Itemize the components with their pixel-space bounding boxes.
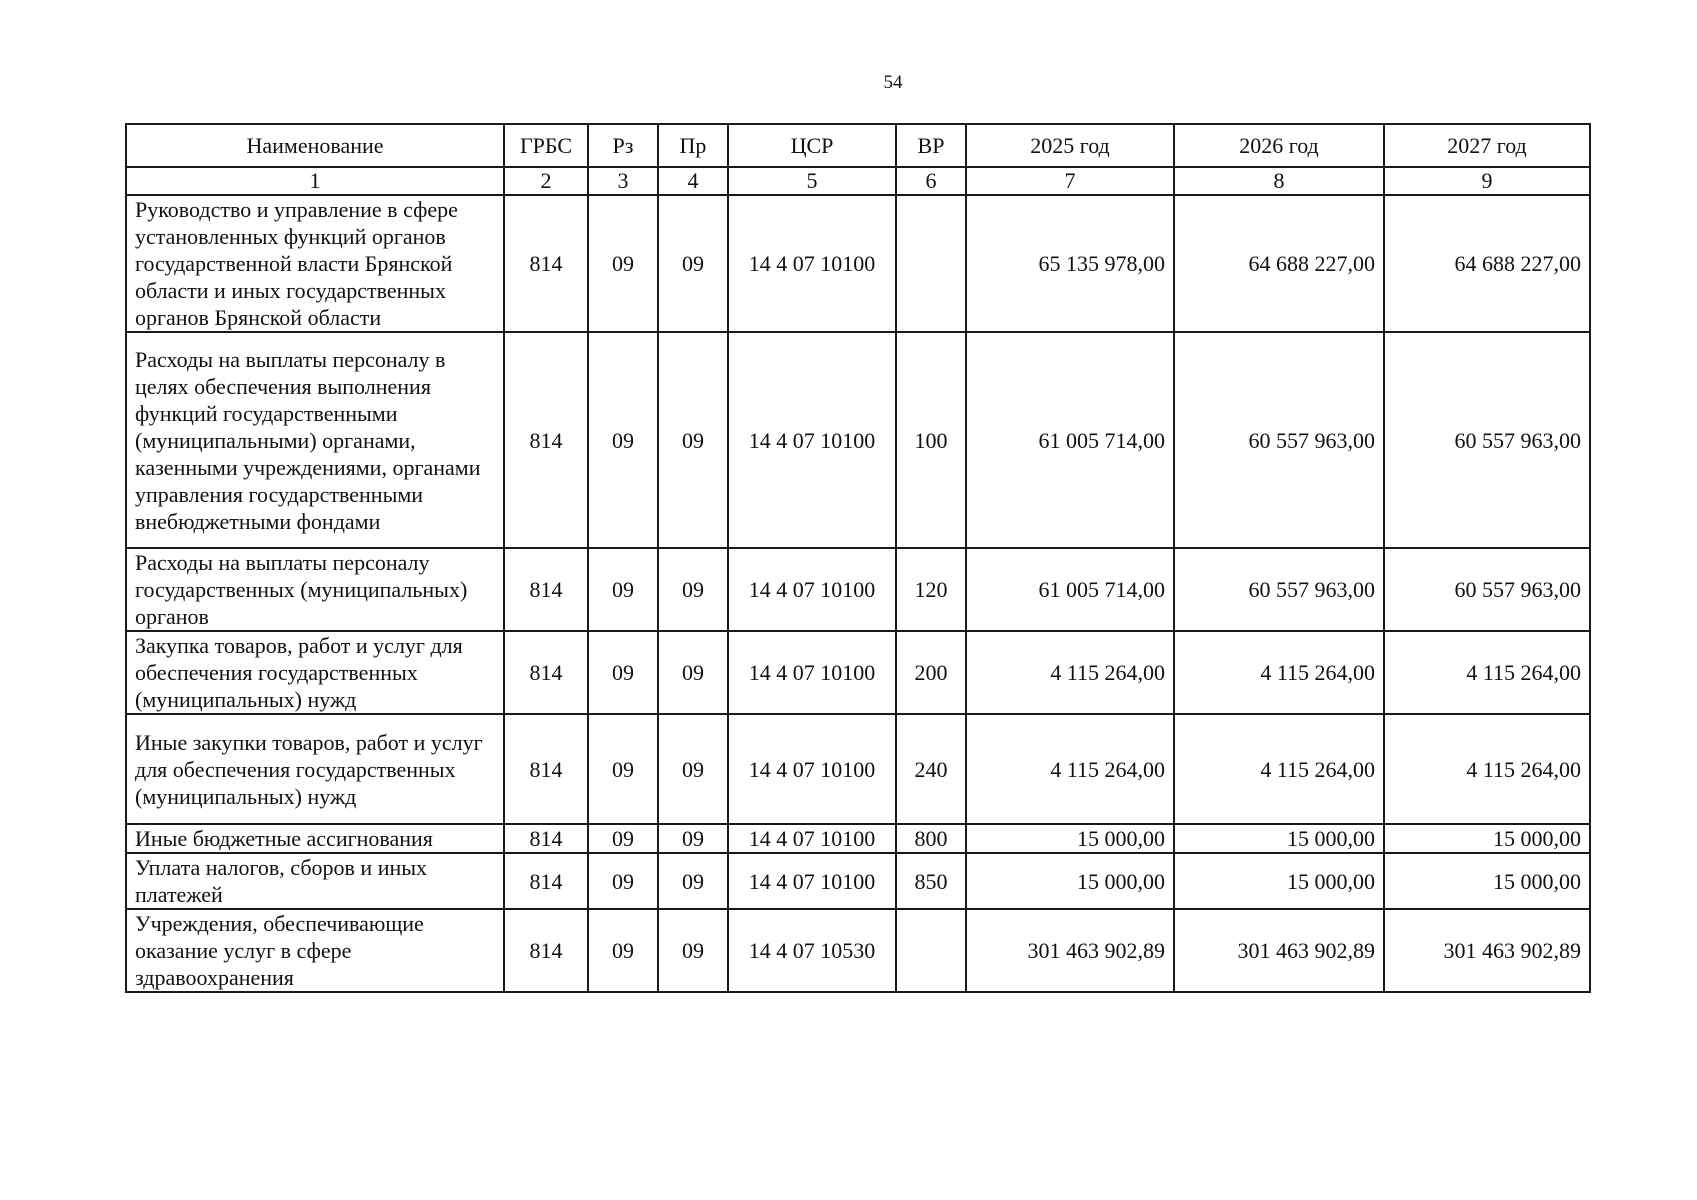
row-amount-2027: 60 557 963,00 — [1384, 332, 1590, 548]
row-amount-2025: 301 463 902,89 — [966, 909, 1174, 992]
row-pr: 09 — [658, 332, 728, 548]
row-pr: 09 — [658, 548, 728, 631]
row-name: Уплата налогов, сборов и иных платежей — [126, 853, 504, 909]
table-row — [126, 824, 1590, 853]
row-grbs: 814 — [504, 824, 588, 853]
row-amount-2026: 301 463 902,89 — [1174, 909, 1384, 992]
row-rz: 09 — [588, 631, 658, 714]
header-row — [126, 124, 1590, 167]
row-grbs: 814 — [504, 631, 588, 714]
row-amount-2027: 64 688 227,00 — [1384, 195, 1590, 332]
header-rz: Рз — [588, 124, 658, 167]
row-pr: 09 — [658, 853, 728, 909]
row-csr: 14 4 07 10100 — [728, 824, 896, 853]
row-rz: 09 — [588, 714, 658, 824]
row-rz: 09 — [588, 909, 658, 992]
header-2026: 2026 год — [1174, 124, 1384, 167]
row-vr: 200 — [896, 631, 966, 714]
column-number: 2 — [504, 167, 588, 195]
row-amount-2026: 4 115 264,00 — [1174, 631, 1384, 714]
row-amount-2025: 61 005 714,00 — [966, 548, 1174, 631]
row-amount-2027: 4 115 264,00 — [1384, 631, 1590, 714]
column-number: 7 — [966, 167, 1174, 195]
row-amount-2026: 4 115 264,00 — [1174, 714, 1384, 824]
header-2027: 2027 год — [1384, 124, 1590, 167]
row-grbs: 814 — [504, 909, 588, 992]
table-row — [126, 631, 1590, 714]
row-grbs: 814 — [504, 195, 588, 332]
row-name: Расходы на выплаты персоналу государственных (муниципальных) органов — [126, 548, 504, 631]
header-csr: ЦСР — [728, 124, 896, 167]
row-pr: 09 — [658, 909, 728, 992]
row-csr: 14 4 07 10100 — [728, 332, 896, 548]
row-grbs: 814 — [504, 853, 588, 909]
row-amount-2025: 15 000,00 — [966, 853, 1174, 909]
row-vr — [896, 909, 966, 992]
row-vr — [896, 195, 966, 332]
table-row — [126, 332, 1590, 548]
row-csr: 14 4 07 10100 — [728, 195, 896, 332]
row-amount-2026: 64 688 227,00 — [1174, 195, 1384, 332]
row-csr: 14 4 07 10100 — [728, 853, 896, 909]
row-rz: 09 — [588, 548, 658, 631]
row-vr: 120 — [896, 548, 966, 631]
row-amount-2025: 15 000,00 — [966, 824, 1174, 853]
row-vr: 240 — [896, 714, 966, 824]
row-amount-2027: 15 000,00 — [1384, 824, 1590, 853]
row-amount-2025: 4 115 264,00 — [966, 631, 1174, 714]
row-rz: 09 — [588, 332, 658, 548]
row-vr: 850 — [896, 853, 966, 909]
table-row — [126, 548, 1590, 631]
row-name: Руководство и управление в сфере установленных функций органов государственной власти Брянской области и иных государственных органов Брянской области — [126, 195, 504, 332]
row-pr: 09 — [658, 714, 728, 824]
row-name: Иные закупки товаров, работ и услуг для обеспечения государственных (муниципальных) нужд — [126, 714, 504, 824]
header-2025: 2025 год — [966, 124, 1174, 167]
row-grbs: 814 — [504, 714, 588, 824]
column-number-row — [126, 167, 1590, 195]
row-amount-2027: 4 115 264,00 — [1384, 714, 1590, 824]
row-name: Иные бюджетные ассигнования — [126, 824, 504, 853]
column-number: 8 — [1174, 167, 1384, 195]
table-row — [126, 714, 1590, 824]
row-csr: 14 4 07 10100 — [728, 714, 896, 824]
row-amount-2025: 65 135 978,00 — [966, 195, 1174, 332]
row-rz: 09 — [588, 824, 658, 853]
header-pr: Пр — [658, 124, 728, 167]
row-amount-2027: 15 000,00 — [1384, 853, 1590, 909]
row-name: Учреждения, обеспечивающие оказание услуг в сфере здравоохранения — [126, 909, 504, 992]
row-csr: 14 4 07 10530 — [728, 909, 896, 992]
table-row — [126, 853, 1590, 909]
header-vr: ВР — [896, 124, 966, 167]
row-amount-2026: 15 000,00 — [1174, 824, 1384, 853]
row-amount-2027: 301 463 902,89 — [1384, 909, 1590, 992]
page-number: 54 — [883, 72, 903, 93]
table-row — [126, 195, 1590, 332]
row-amount-2026: 15 000,00 — [1174, 853, 1384, 909]
row-grbs: 814 — [504, 332, 588, 548]
column-number: 9 — [1384, 167, 1590, 195]
row-vr: 800 — [896, 824, 966, 853]
row-amount-2027: 60 557 963,00 — [1384, 548, 1590, 631]
row-rz: 09 — [588, 195, 658, 332]
row-pr: 09 — [658, 824, 728, 853]
row-amount-2026: 60 557 963,00 — [1174, 332, 1384, 548]
row-pr: 09 — [658, 195, 728, 332]
column-number: 1 — [126, 167, 504, 195]
table-row — [126, 909, 1590, 992]
row-amount-2025: 4 115 264,00 — [966, 714, 1174, 824]
header-name: Наименование — [126, 124, 504, 167]
column-number: 5 — [728, 167, 896, 195]
row-rz: 09 — [588, 853, 658, 909]
row-grbs: 814 — [504, 548, 588, 631]
budget-table — [125, 123, 1591, 993]
row-pr: 09 — [658, 631, 728, 714]
row-csr: 14 4 07 10100 — [728, 631, 896, 714]
row-vr: 100 — [896, 332, 966, 548]
column-number: 6 — [896, 167, 966, 195]
row-amount-2025: 61 005 714,00 — [966, 332, 1174, 548]
header-grbs: ГРБС — [504, 124, 588, 167]
column-number: 3 — [588, 167, 658, 195]
row-amount-2026: 60 557 963,00 — [1174, 548, 1384, 631]
row-csr: 14 4 07 10100 — [728, 548, 896, 631]
row-name: Расходы на выплаты персоналу в целях обеспечения выполнения функций государственными (муниципальными) органами, казенными учреждениями, органами управления государственными внебюджетными фондами — [126, 332, 504, 548]
row-name: Закупка товаров, работ и услуг для обеспечения государственных (муниципальных) нужд — [126, 631, 504, 714]
column-number: 4 — [658, 167, 728, 195]
